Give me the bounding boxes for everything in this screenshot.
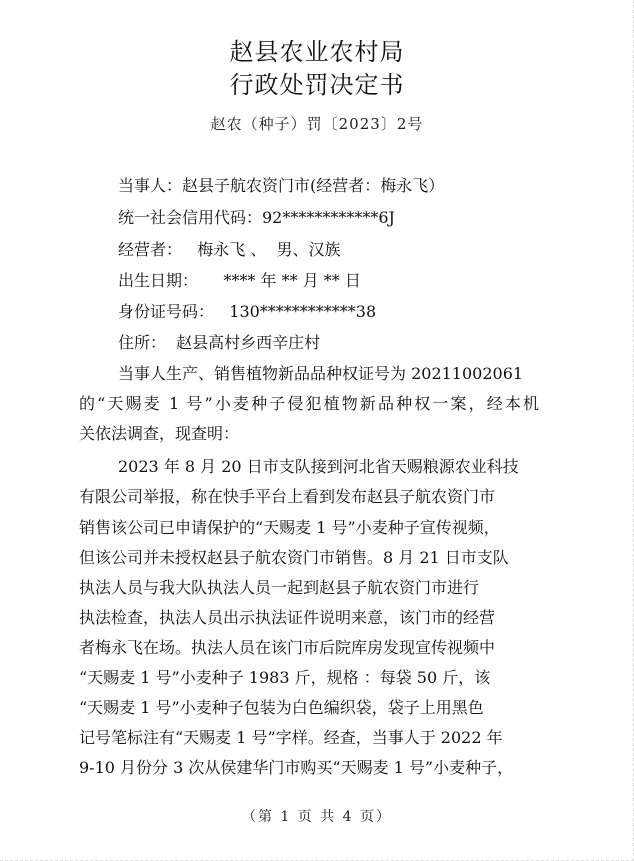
document-title xyxy=(0,36,634,102)
body-line: 销售该公司已申请保护的“天赐麦 1 号”小麦种子宣传视频， xyxy=(79,518,500,537)
document-type: 行政处罚决定书 xyxy=(229,71,405,99)
party-name: 当事人：赵县子航农资门市(经营者：梅永飞） xyxy=(118,176,445,195)
body-line: “天赐麦 1 号”小麦种子 1983 斤，规格 ：每袋 50 斤，该 xyxy=(79,668,491,687)
body-line: 者梅永飞在场。执法人员在该门市后院库房发现宣传视频中 xyxy=(79,638,496,657)
body-line: 执法人员与我大队执法人员一起到赵县子航农资门市进行 xyxy=(79,578,480,597)
operator-info: 经营者： 梅永飞 、 男、汉族 xyxy=(118,240,341,259)
body-line: 执法检查，执法人员出示执法证件说明来意，该门市的经营 xyxy=(79,608,496,627)
body-line: 记号笔标注有“天赐麦 1 号”字样。经查，当事人于 2022 年 xyxy=(79,728,503,747)
page-indicator: （第 1 页 共 4 页） xyxy=(241,809,393,825)
issuing-agency: 赵县农业农村局 xyxy=(229,38,405,66)
body-line: 但该公司并未授权赵县子航农资门市销售。8 月 21 日市支队 xyxy=(79,548,509,567)
body-line: 有限公司举报，称在快手平台上看到发布赵县子航农资门市 xyxy=(79,487,496,506)
birth-date: 出生日期： **** 年 ** 月 ** 日 xyxy=(118,271,361,290)
body-line: 的“天赐麦 1 号”小麦种子侵犯植物新品种权一案，经本机 xyxy=(79,394,539,413)
address: 住所： 赵县高村乡西辛庄村 xyxy=(118,333,321,352)
credit-code: 统一社会信用代码：92************6J xyxy=(118,208,395,227)
body-line: 关依法调查，现查明： xyxy=(79,424,240,443)
body-line: “天赐麦 1 号”小麦种子包装为白色编织袋，袋子上用黑色 xyxy=(79,698,484,717)
body-line: 9-10 月份分 3 次从侯建华门市购买“天赐麦 1 号”小麦种子， xyxy=(79,758,514,777)
document-number: 赵农（种子）罚〔2023〕2号 xyxy=(210,115,424,133)
body-line: 当事人生产、销售植物新品品种权证号为 20211002061 xyxy=(118,364,524,383)
body-line: 2023 年 8 月 20 日市支队接到河北省天赐粮源农业科技 xyxy=(118,457,519,476)
id-number: 身份证号码： 130************38 xyxy=(118,302,377,321)
